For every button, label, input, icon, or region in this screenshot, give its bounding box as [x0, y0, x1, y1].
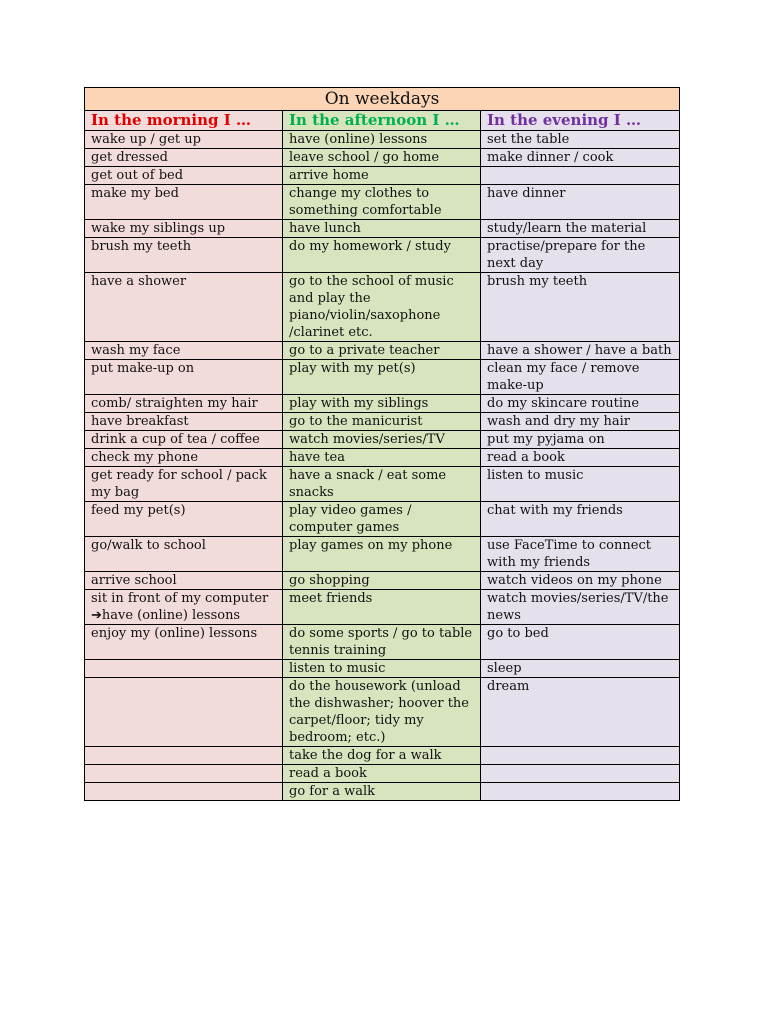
morning-cell: have breakfast	[85, 413, 283, 431]
header-evening: In the evening I …	[481, 111, 680, 131]
morning-cell: have a shower	[85, 273, 283, 342]
morning-cell: brush my teeth	[85, 238, 283, 273]
evening-cell	[481, 747, 680, 765]
header-morning: In the morning I …	[85, 111, 283, 131]
afternoon-cell: have tea	[283, 449, 481, 467]
table-row	[85, 467, 680, 502]
afternoon-cell: do the housework (unload the dishwasher; hoover the carpet/floor; tidy my bedroom; etc.)	[283, 678, 481, 747]
table-row	[85, 660, 680, 678]
evening-cell	[481, 765, 680, 783]
evening-cell: wash and dry my hair	[481, 413, 680, 431]
evening-cell: study/learn the material	[481, 220, 680, 238]
afternoon-cell: arrive home	[283, 167, 481, 185]
table-row	[85, 590, 680, 625]
evening-cell: go to bed	[481, 625, 680, 660]
evening-cell: put my pyjama on	[481, 431, 680, 449]
evening-cell: chat with my friends	[481, 502, 680, 537]
morning-cell: check my phone	[85, 449, 283, 467]
afternoon-cell: play video games / computer games	[283, 502, 481, 537]
evening-cell: set the table	[481, 131, 680, 149]
evening-cell: do my skincare routine	[481, 395, 680, 413]
evening-cell: use FaceTime to connect with my friends	[481, 537, 680, 572]
morning-cell: wash my face	[85, 342, 283, 360]
afternoon-cell: go to the school of music and play the piano/violin/saxophone /clarinet etc.	[283, 273, 481, 342]
table-row	[85, 273, 680, 342]
table-row	[85, 395, 680, 413]
table-row	[85, 537, 680, 572]
table-row	[85, 220, 680, 238]
afternoon-cell: watch movies/series/TV	[283, 431, 481, 449]
evening-cell: listen to music	[481, 467, 680, 502]
table-row	[85, 678, 680, 747]
morning-cell: get ready for school / pack my bag	[85, 467, 283, 502]
morning-cell: put make-up on	[85, 360, 283, 395]
afternoon-cell: go to the manicurist	[283, 413, 481, 431]
table-row	[85, 238, 680, 273]
evening-cell: make dinner / cook	[481, 149, 680, 167]
table-row	[85, 449, 680, 467]
header-afternoon: In the afternoon I …	[283, 111, 481, 131]
afternoon-cell: play with my pet(s)	[283, 360, 481, 395]
morning-cell	[85, 765, 283, 783]
morning-cell: arrive school	[85, 572, 283, 590]
table-row	[85, 625, 680, 660]
afternoon-cell: read a book	[283, 765, 481, 783]
evening-cell: clean my face / remove make-up	[481, 360, 680, 395]
evening-cell: practise/prepare for the next day	[481, 238, 680, 273]
evening-cell: brush my teeth	[481, 273, 680, 342]
header-row	[85, 111, 680, 131]
morning-cell: wake up / get up	[85, 131, 283, 149]
afternoon-cell: have lunch	[283, 220, 481, 238]
table-row	[85, 185, 680, 220]
evening-cell: watch videos on my phone	[481, 572, 680, 590]
afternoon-cell: take the dog for a walk	[283, 747, 481, 765]
afternoon-cell: play with my siblings	[283, 395, 481, 413]
morning-cell: make my bed	[85, 185, 283, 220]
table-title: On weekdays	[85, 88, 680, 111]
afternoon-cell: listen to music	[283, 660, 481, 678]
afternoon-cell: go for a walk	[283, 783, 481, 801]
morning-cell: get out of bed	[85, 167, 283, 185]
afternoon-cell: do some sports / go to table tennis training	[283, 625, 481, 660]
evening-cell: sleep	[481, 660, 680, 678]
table-row	[85, 747, 680, 765]
morning-cell	[85, 660, 283, 678]
afternoon-cell: meet friends	[283, 590, 481, 625]
title-row	[85, 88, 680, 111]
afternoon-cell: go to a private teacher	[283, 342, 481, 360]
morning-cell: wake my siblings up	[85, 220, 283, 238]
evening-cell: have a shower / have a bath	[481, 342, 680, 360]
morning-cell: sit in front of my computer ➔have (online) lessons	[85, 590, 283, 625]
table-row	[85, 342, 680, 360]
evening-cell: watch movies/series/TV/the news	[481, 590, 680, 625]
evening-cell: have dinner	[481, 185, 680, 220]
morning-cell: feed my pet(s)	[85, 502, 283, 537]
afternoon-cell: change my clothes to something comfortable	[283, 185, 481, 220]
table-row	[85, 765, 680, 783]
table-row	[85, 413, 680, 431]
afternoon-cell: leave school / go home	[283, 149, 481, 167]
table-row	[85, 502, 680, 537]
table-row	[85, 572, 680, 590]
morning-cell: get dressed	[85, 149, 283, 167]
evening-cell: dream	[481, 678, 680, 747]
table-row	[85, 149, 680, 167]
morning-cell: drink a cup of tea / coffee	[85, 431, 283, 449]
afternoon-cell: do my homework / study	[283, 238, 481, 273]
weekdays-activities-table	[84, 87, 680, 801]
afternoon-cell: go shopping	[283, 572, 481, 590]
morning-cell	[85, 678, 283, 747]
morning-cell: comb/ straighten my hair	[85, 395, 283, 413]
afternoon-cell: play games on my phone	[283, 537, 481, 572]
morning-cell	[85, 783, 283, 801]
evening-cell	[481, 167, 680, 185]
table-row	[85, 167, 680, 185]
morning-cell: enjoy my (online) lessons	[85, 625, 283, 660]
evening-cell: read a book	[481, 449, 680, 467]
table-row	[85, 131, 680, 149]
evening-cell	[481, 783, 680, 801]
table-row	[85, 431, 680, 449]
weekdays-table-container	[84, 87, 679, 801]
morning-cell: go/walk to school	[85, 537, 283, 572]
table-row	[85, 360, 680, 395]
afternoon-cell: have a snack / eat some snacks	[283, 467, 481, 502]
afternoon-cell: have (online) lessons	[283, 131, 481, 149]
table-row	[85, 783, 680, 801]
morning-cell	[85, 747, 283, 765]
